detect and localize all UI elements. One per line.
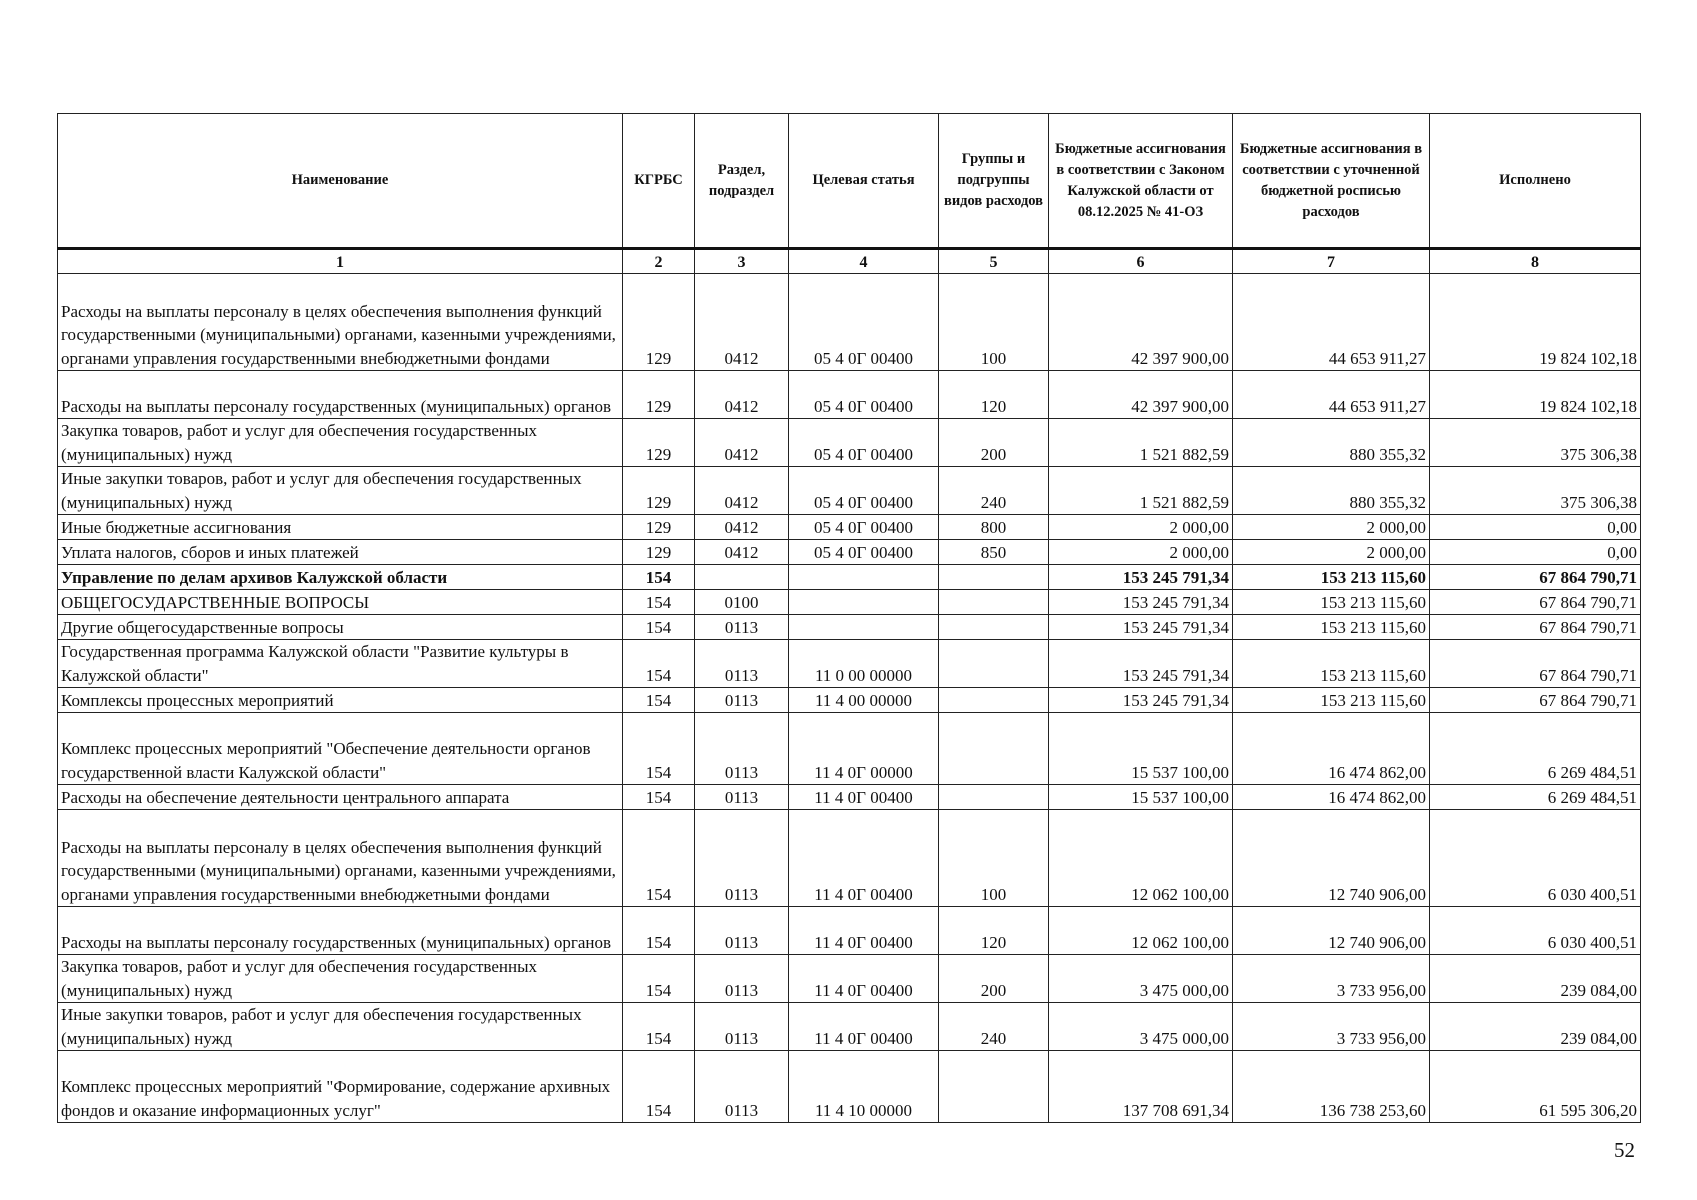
column-number: 5 — [939, 249, 1049, 274]
row-name: Расходы на выплаты персоналу в целях обеспечения выполнения функций государственными (муниципальными) органами, казенными учреждениями, органами управления государственными внебюджетными фондами — [58, 810, 623, 907]
row-target-item: 11 4 0Г 00400 — [789, 810, 939, 907]
row-section: 0113 — [695, 810, 789, 907]
row-law-amount: 42 397 900,00 — [1049, 371, 1233, 419]
header-name: Наименование — [58, 114, 623, 249]
column-number: 8 — [1430, 249, 1641, 274]
row-kgrbs: 129 — [623, 371, 695, 419]
row-executed-amount: 0,00 — [1430, 515, 1641, 540]
row-kgrbs: 129 — [623, 467, 695, 515]
row-section: 0412 — [695, 274, 789, 371]
row-name: Иные бюджетные ассигнования — [58, 515, 623, 540]
row-name: Закупка товаров, работ и услуг для обеспечения государственных (муниципальных) нужд — [58, 419, 623, 467]
row-plan-amount: 44 653 911,27 — [1233, 371, 1430, 419]
row-section: 0113 — [695, 713, 789, 785]
row-executed-amount: 67 864 790,71 — [1430, 615, 1641, 640]
header-plan-allocations: Бюджетные ассигнования в соответствии с уточненной бюджетной росписью расходов — [1233, 114, 1430, 249]
row-target-item — [789, 565, 939, 590]
table-row — [58, 419, 1641, 467]
row-plan-amount: 153 213 115,60 — [1233, 615, 1430, 640]
table-row — [58, 907, 1641, 955]
row-target-item: 05 4 0Г 00400 — [789, 540, 939, 565]
column-number: 4 — [789, 249, 939, 274]
row-law-amount: 1 521 882,59 — [1049, 467, 1233, 515]
row-expense-group — [939, 785, 1049, 810]
row-plan-amount: 153 213 115,60 — [1233, 590, 1430, 615]
row-name: Расходы на выплаты персоналу в целях обеспечения выполнения функций государственными (муниципальными) органами, казенными учреждениями, органами управления государственными внебюджетными фондами — [58, 274, 623, 371]
table-row — [58, 590, 1641, 615]
row-plan-amount: 3 733 956,00 — [1233, 1003, 1430, 1051]
column-number: 6 — [1049, 249, 1233, 274]
row-law-amount: 2 000,00 — [1049, 540, 1233, 565]
row-section: 0412 — [695, 540, 789, 565]
row-plan-amount: 136 738 253,60 — [1233, 1051, 1430, 1123]
row-section: 0412 — [695, 467, 789, 515]
row-law-amount: 137 708 691,34 — [1049, 1051, 1233, 1123]
row-name: Иные закупки товаров, работ и услуг для обеспечения государственных (муниципальных) нужд — [58, 1003, 623, 1051]
row-expense-group: 100 — [939, 810, 1049, 907]
row-expense-group — [939, 565, 1049, 590]
row-expense-group: 240 — [939, 1003, 1049, 1051]
row-law-amount: 15 537 100,00 — [1049, 785, 1233, 810]
row-target-item: 05 4 0Г 00400 — [789, 467, 939, 515]
column-number: 2 — [623, 249, 695, 274]
row-executed-amount: 67 864 790,71 — [1430, 688, 1641, 713]
row-executed-amount: 67 864 790,71 — [1430, 590, 1641, 615]
row-section: 0113 — [695, 907, 789, 955]
row-law-amount: 1 521 882,59 — [1049, 419, 1233, 467]
row-law-amount: 153 245 791,34 — [1049, 640, 1233, 688]
header-target-item: Целевая статья — [789, 114, 939, 249]
row-kgrbs: 154 — [623, 565, 695, 590]
row-expense-group: 120 — [939, 371, 1049, 419]
column-number: 1 — [58, 249, 623, 274]
row-name: Комплексы процессных мероприятий — [58, 688, 623, 713]
row-expense-group — [939, 640, 1049, 688]
row-executed-amount: 61 595 306,20 — [1430, 1051, 1641, 1123]
row-law-amount: 12 062 100,00 — [1049, 907, 1233, 955]
row-law-amount: 42 397 900,00 — [1049, 274, 1233, 371]
row-section: 0100 — [695, 590, 789, 615]
column-number: 3 — [695, 249, 789, 274]
row-executed-amount: 375 306,38 — [1430, 467, 1641, 515]
row-expense-group — [939, 713, 1049, 785]
row-executed-amount: 6 030 400,51 — [1430, 907, 1641, 955]
table-row — [58, 1003, 1641, 1051]
table-row — [58, 615, 1641, 640]
row-section: 0113 — [695, 615, 789, 640]
row-expense-group — [939, 590, 1049, 615]
row-plan-amount: 12 740 906,00 — [1233, 907, 1430, 955]
row-plan-amount: 880 355,32 — [1233, 467, 1430, 515]
row-section: 0113 — [695, 688, 789, 713]
table-row — [58, 713, 1641, 785]
row-plan-amount: 12 740 906,00 — [1233, 810, 1430, 907]
row-kgrbs: 129 — [623, 540, 695, 565]
column-number: 7 — [1233, 249, 1430, 274]
row-expense-group: 120 — [939, 907, 1049, 955]
table-row — [58, 688, 1641, 713]
row-law-amount: 15 537 100,00 — [1049, 713, 1233, 785]
row-target-item: 05 4 0Г 00400 — [789, 419, 939, 467]
row-section: 0113 — [695, 1051, 789, 1123]
row-executed-amount: 6 269 484,51 — [1430, 713, 1641, 785]
row-plan-amount: 3 733 956,00 — [1233, 955, 1430, 1003]
row-target-item: 05 4 0Г 00400 — [789, 371, 939, 419]
row-target-item: 11 4 10 00000 — [789, 1051, 939, 1123]
row-law-amount: 153 245 791,34 — [1049, 565, 1233, 590]
row-section: 0113 — [695, 785, 789, 810]
table-row — [58, 955, 1641, 1003]
row-section: 0412 — [695, 371, 789, 419]
row-plan-amount: 2 000,00 — [1233, 540, 1430, 565]
row-kgrbs: 129 — [623, 515, 695, 540]
row-expense-group: 800 — [939, 515, 1049, 540]
header-row — [58, 114, 1641, 249]
row-target-item — [789, 590, 939, 615]
row-kgrbs: 154 — [623, 688, 695, 713]
row-plan-amount: 2 000,00 — [1233, 515, 1430, 540]
row-name: Другие общегосударственные вопросы — [58, 615, 623, 640]
row-name: Уплата налогов, сборов и иных платежей — [58, 540, 623, 565]
row-expense-group: 240 — [939, 467, 1049, 515]
row-kgrbs: 154 — [623, 1003, 695, 1051]
row-name: Расходы на выплаты персоналу государственных (муниципальных) органов — [58, 371, 623, 419]
row-plan-amount: 16 474 862,00 — [1233, 785, 1430, 810]
table-row — [58, 640, 1641, 688]
row-expense-group — [939, 688, 1049, 713]
table-row — [58, 810, 1641, 907]
row-name: Расходы на выплаты персоналу государственных (муниципальных) органов — [58, 907, 623, 955]
row-expense-group — [939, 1051, 1049, 1123]
row-name: Управление по делам архивов Калужской области — [58, 565, 623, 590]
row-executed-amount: 67 864 790,71 — [1430, 640, 1641, 688]
table-row — [58, 565, 1641, 590]
row-executed-amount: 19 824 102,18 — [1430, 371, 1641, 419]
table-row — [58, 785, 1641, 810]
row-law-amount: 3 475 000,00 — [1049, 1003, 1233, 1051]
row-executed-amount: 0,00 — [1430, 540, 1641, 565]
row-section: 0113 — [695, 1003, 789, 1051]
row-executed-amount: 6 269 484,51 — [1430, 785, 1641, 810]
row-expense-group: 200 — [939, 419, 1049, 467]
row-target-item: 05 4 0Г 00400 — [789, 274, 939, 371]
row-law-amount: 153 245 791,34 — [1049, 615, 1233, 640]
row-law-amount: 3 475 000,00 — [1049, 955, 1233, 1003]
column-number-row — [58, 249, 1641, 274]
row-section: 0412 — [695, 419, 789, 467]
table-row — [58, 540, 1641, 565]
row-kgrbs: 154 — [623, 590, 695, 615]
row-kgrbs: 129 — [623, 274, 695, 371]
table-row — [58, 515, 1641, 540]
row-name: ОБЩЕГОСУДАРСТВЕННЫЕ ВОПРОСЫ — [58, 590, 623, 615]
row-name: Комплекс процессных мероприятий "Обеспечение деятельности органов государственной власти Калужской области" — [58, 713, 623, 785]
row-executed-amount: 6 030 400,51 — [1430, 810, 1641, 907]
row-target-item: 05 4 0Г 00400 — [789, 515, 939, 540]
table-row — [58, 467, 1641, 515]
row-law-amount: 153 245 791,34 — [1049, 688, 1233, 713]
row-kgrbs: 154 — [623, 907, 695, 955]
row-kgrbs: 154 — [623, 640, 695, 688]
row-name: Закупка товаров, работ и услуг для обеспечения государственных (муниципальных) нужд — [58, 955, 623, 1003]
row-target-item: 11 0 00 00000 — [789, 640, 939, 688]
header-executed: Исполнено — [1430, 114, 1641, 249]
row-law-amount: 153 245 791,34 — [1049, 590, 1233, 615]
row-kgrbs: 154 — [623, 785, 695, 810]
row-executed-amount: 239 084,00 — [1430, 955, 1641, 1003]
row-kgrbs: 154 — [623, 955, 695, 1003]
page-number: 52 — [1614, 1138, 1635, 1162]
row-kgrbs: 154 — [623, 1051, 695, 1123]
row-target-item: 11 4 0Г 00400 — [789, 785, 939, 810]
row-target-item: 11 4 00 00000 — [789, 688, 939, 713]
row-expense-group: 100 — [939, 274, 1049, 371]
row-name: Иные закупки товаров, работ и услуг для обеспечения государственных (муниципальных) нужд — [58, 467, 623, 515]
row-target-item: 11 4 0Г 00000 — [789, 713, 939, 785]
row-plan-amount: 153 213 115,60 — [1233, 565, 1430, 590]
row-kgrbs: 154 — [623, 810, 695, 907]
row-kgrbs: 154 — [623, 713, 695, 785]
header-section: Раздел, подраздел — [695, 114, 789, 249]
row-target-item: 11 4 0Г 00400 — [789, 1003, 939, 1051]
row-law-amount: 12 062 100,00 — [1049, 810, 1233, 907]
row-kgrbs: 129 — [623, 419, 695, 467]
row-expense-group: 850 — [939, 540, 1049, 565]
header-law-allocations: Бюджетные ассигнования в соответствии с Законом Калужской области от 08.12.2025 № 41-ОЗ — [1049, 114, 1233, 249]
row-name: Расходы на обеспечение деятельности центрального аппарата — [58, 785, 623, 810]
row-name: Комплекс процессных мероприятий "Формирование, содержание архивных фондов и оказание информационных услуг" — [58, 1051, 623, 1123]
table-row — [58, 274, 1641, 371]
row-plan-amount: 153 213 115,60 — [1233, 688, 1430, 713]
row-expense-group — [939, 615, 1049, 640]
row-section — [695, 565, 789, 590]
row-target-item — [789, 615, 939, 640]
budget-table-container — [57, 113, 1640, 1123]
row-section: 0113 — [695, 640, 789, 688]
header-kgrbs: КГРБС — [623, 114, 695, 249]
row-executed-amount: 239 084,00 — [1430, 1003, 1641, 1051]
row-plan-amount: 16 474 862,00 — [1233, 713, 1430, 785]
row-plan-amount: 880 355,32 — [1233, 419, 1430, 467]
budget-table — [57, 113, 1641, 1123]
row-section: 0412 — [695, 515, 789, 540]
row-target-item: 11 4 0Г 00400 — [789, 907, 939, 955]
row-law-amount: 2 000,00 — [1049, 515, 1233, 540]
header-expense-groups: Группы и подгруппы видов расходов — [939, 114, 1049, 249]
row-executed-amount: 67 864 790,71 — [1430, 565, 1641, 590]
row-name: Государственная программа Калужской области "Развитие культуры в Калужской области" — [58, 640, 623, 688]
row-section: 0113 — [695, 955, 789, 1003]
row-expense-group: 200 — [939, 955, 1049, 1003]
table-row — [58, 1051, 1641, 1123]
row-plan-amount: 153 213 115,60 — [1233, 640, 1430, 688]
row-executed-amount: 375 306,38 — [1430, 419, 1641, 467]
row-executed-amount: 19 824 102,18 — [1430, 274, 1641, 371]
table-row — [58, 371, 1641, 419]
row-target-item: 11 4 0Г 00400 — [789, 955, 939, 1003]
row-plan-amount: 44 653 911,27 — [1233, 274, 1430, 371]
row-kgrbs: 154 — [623, 615, 695, 640]
